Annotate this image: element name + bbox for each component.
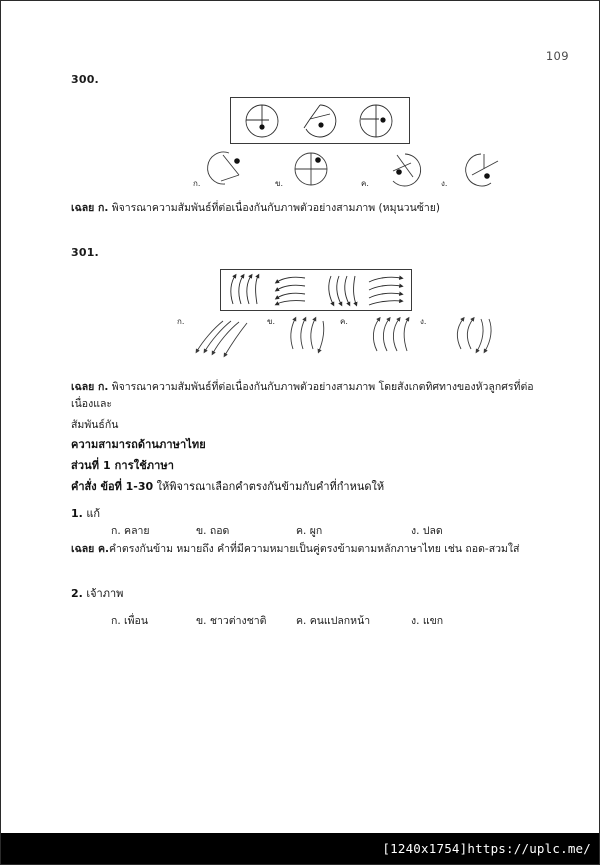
choice-figures-301 bbox=[177, 313, 517, 361]
circle-cross-dot-3 bbox=[360, 105, 392, 137]
section-part: ส่วนที่ 1 การใช้ภาษา bbox=[71, 459, 175, 472]
question-1-choice-c-label: ค. bbox=[296, 525, 307, 537]
answer-explanation-301 bbox=[71, 379, 555, 434]
circle-cross-dot-1 bbox=[246, 105, 278, 137]
question-1-choice-d-text: ปลด bbox=[422, 525, 443, 537]
prompt-figures-300 bbox=[231, 98, 409, 143]
choice-figure-301-c bbox=[373, 319, 408, 351]
question-1-stem-line bbox=[71, 504, 100, 522]
answer-explanation-300 bbox=[71, 200, 555, 217]
question-1-answer-key: เฉลย ค. bbox=[71, 543, 109, 555]
answer-key-301: เฉลย ก. bbox=[71, 381, 109, 393]
question-2-choice-a-label: ก. bbox=[111, 615, 121, 627]
question-1-choice-b-text: ถอด bbox=[209, 525, 230, 537]
question-2-choices bbox=[71, 612, 561, 628]
figure-box-300 bbox=[230, 97, 410, 144]
question-1-choice-c[interactable] bbox=[296, 522, 322, 539]
question-2-stem: เจ้าภาพ bbox=[86, 587, 124, 600]
question-2-choice-d-label: ง. bbox=[411, 615, 420, 627]
choice-label-301-d: ง. bbox=[420, 317, 427, 326]
choice-figure-300-d bbox=[466, 154, 498, 186]
question-2-stem-line bbox=[71, 584, 123, 602]
footer-watermark-text: [1240x1754]https://uplc.me/ bbox=[382, 841, 591, 856]
choice-figure-301-b bbox=[291, 319, 324, 351]
choice-label-300-b: ข. bbox=[275, 179, 284, 188]
choice-label-300-d: ง. bbox=[441, 179, 448, 188]
choice-label-300-a: ก. bbox=[193, 179, 201, 188]
question-2-choice-b-text: ชาวต่างชาติ bbox=[209, 615, 267, 627]
choice-label-301-a: ก. bbox=[177, 317, 185, 326]
figure-box-301 bbox=[220, 269, 412, 311]
question-2-choice-a-text: เพื่อน bbox=[124, 615, 149, 627]
choice-figures-300 bbox=[191, 149, 521, 191]
question-2-choice-d[interactable] bbox=[411, 612, 443, 629]
section-instruction bbox=[71, 477, 384, 495]
question-1-choice-a[interactable] bbox=[111, 522, 150, 539]
question-1-answer-explanation bbox=[71, 541, 555, 558]
question-1-choice-d[interactable] bbox=[411, 522, 443, 539]
question-1-explanation-text: คำตรงกันข้าม หมายถึง คำที่มีความหมายเป็นคู่ตรงข้ามตามหลักภาษาไทย เช่น ถอด-สวมใส่ bbox=[109, 543, 520, 555]
answer-key-300: เฉลย ก. bbox=[71, 202, 109, 214]
footer-bar bbox=[1, 833, 600, 864]
question-2-choice-c[interactable] bbox=[296, 612, 370, 629]
section-title: ความสามารถด้านภาษาไทย bbox=[71, 438, 206, 451]
arrows-up-1 bbox=[231, 276, 258, 304]
arrows-right-4 bbox=[369, 277, 401, 305]
explanation-text-300: พิจารณาความสัมพันธ์ที่ต่อเนื่องกันกับภาพตัวอย่างสามภาพ (หมุนวนซ้าย) bbox=[111, 202, 441, 214]
question-2-choice-d-text: แขก bbox=[422, 615, 444, 627]
question-1-stem: แก้ bbox=[86, 507, 101, 520]
question-2-number: 2. bbox=[71, 587, 83, 600]
page-number: 109 bbox=[545, 49, 569, 63]
question-2-choice-c-label: ค. bbox=[296, 615, 307, 627]
question-2-choice-b-label: ข. bbox=[196, 615, 207, 627]
item-number-300: 300. bbox=[71, 73, 99, 86]
question-2-choice-b[interactable] bbox=[196, 612, 266, 629]
item-number-301: 301. bbox=[71, 246, 99, 259]
choice-figure-301-d bbox=[457, 319, 491, 351]
question-1-number: 1. bbox=[71, 507, 83, 520]
choice-figure-300-b bbox=[295, 153, 327, 185]
instruction-rest: ให้พิจารณาเลือกคำตรงกันข้ามกับคำที่กำหนดให้ bbox=[153, 480, 385, 493]
question-1-choice-d-label: ง. bbox=[411, 525, 420, 537]
question-1-choice-a-label: ก. bbox=[111, 525, 121, 537]
prompt-figures-301 bbox=[221, 270, 411, 310]
question-1-choice-a-text: คลาย bbox=[124, 525, 150, 537]
question-1-choices bbox=[71, 522, 561, 538]
question-2-choice-c-text: คนแปลกหน้า bbox=[309, 615, 371, 627]
question-1-choice-b-label: ข. bbox=[196, 525, 207, 537]
question-2-choice-a[interactable] bbox=[111, 612, 148, 629]
choice-label-301-b: ข. bbox=[267, 317, 276, 326]
answer-explanation-301-line1 bbox=[71, 379, 555, 413]
choice-figure-300-c bbox=[393, 154, 421, 186]
question-1-choice-c-text: ผูก bbox=[309, 525, 323, 537]
page-content bbox=[1, 1, 600, 827]
arrows-left-2 bbox=[277, 277, 305, 304]
circle-wedge-dot-2 bbox=[304, 105, 336, 137]
instruction-bold: คำสั่ง ข้อที่ 1-30 bbox=[71, 480, 154, 493]
choice-label-301-c: ค. bbox=[340, 317, 348, 326]
explanation-text-301-line1: พิจารณาความสัมพันธ์ที่ต่อเนื่องกันกับภาพตัวอย่างสามภาพ โดยสังเกตทิศทางของหัวลูกศรที่ต่อเนื่องและ bbox=[71, 381, 534, 410]
choice-figure-300-a bbox=[208, 152, 240, 184]
arrows-down-3 bbox=[329, 276, 356, 304]
choice-figure-301-a bbox=[197, 321, 247, 355]
choice-label-300-c: ค. bbox=[361, 179, 369, 188]
question-1-choice-b[interactable] bbox=[196, 522, 229, 539]
explanation-text-301-line2: สัมพันธ์กัน bbox=[71, 419, 119, 431]
